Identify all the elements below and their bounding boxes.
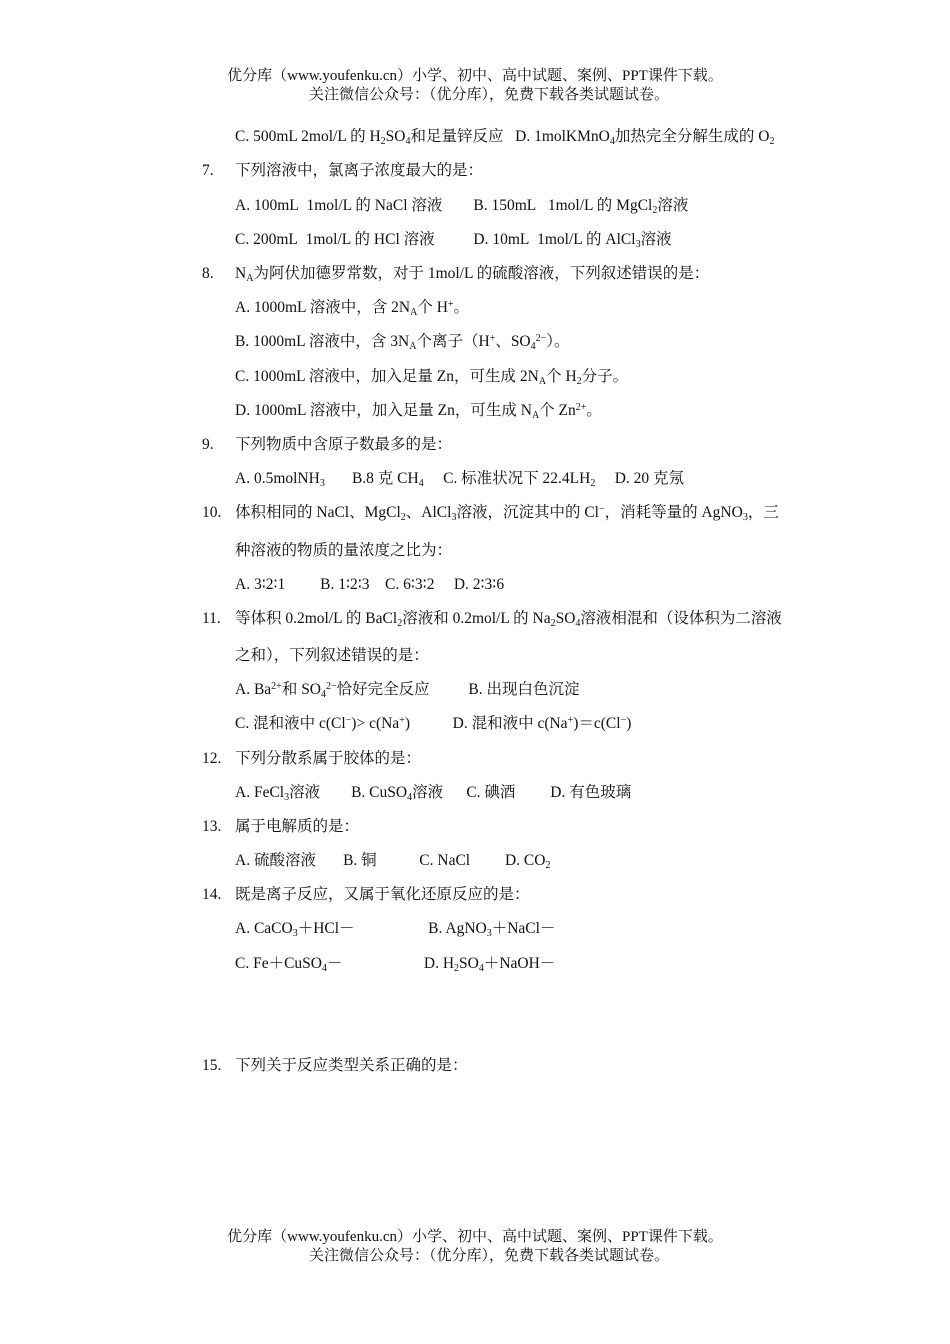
footer-line-2: 关注微信公众号：（优分库），免费下载各类试题试卷。 <box>308 1248 669 1264</box>
question-number: 15. <box>202 1057 222 1074</box>
question-number: 7. <box>202 162 214 179</box>
question-number: 12. <box>202 750 222 767</box>
answer-options-line: A. 100mL 1mol/L 的 NaCl 溶液 B. 150mL 1mol/L 的 MgCl$_2$溶液 <box>235 197 689 216</box>
question-stem: 下列分散系属于胶体的是： <box>235 750 422 767</box>
answer-options-line: 种溶液的物质的量浓度之比为： <box>235 542 453 559</box>
answer-options-line: A. 硫酸溶液 B. 铜 C. NaCl D. $CO_2$ <box>235 852 551 871</box>
question-number: 11. <box>202 610 221 627</box>
answer-options-line: A. 1000mL 溶液中，含 $2N_A$个 H+。 <box>235 299 470 318</box>
question-number: 8. <box>202 265 214 282</box>
answer-options-line: C. Fe＋CuSO$_4$－ D. $H_2SO_4+NaOH-$ <box>235 955 556 974</box>
answer-options-line: A. CaCO$_3$＋HCl－ B. AgNO$_3$＋NaCl－ <box>235 920 556 939</box>
answer-options-line: A. 3∶2∶1 B. 1∶2∶3 C. 6∶3∶2 D. 2∶3∶6 <box>235 576 505 593</box>
question-stem: 属于电解质的是： <box>235 818 360 835</box>
page-footer <box>0 1228 950 1266</box>
answer-options-line: C. 200mL 1mol/L 的 HCl 溶液 D. 10mL 1mol/L 的 AlCl$_3$溶液 <box>235 231 672 250</box>
question-stem: $N_A$为阿伏加德罗常数，对于 1mol/L 的硫酸溶液，下列叙述错误的是： <box>235 265 710 284</box>
question-number: 10. <box>202 504 222 521</box>
header-line-2: 关注微信公众号：（优分库），免费下载各类试题试卷。 <box>308 87 669 103</box>
question-number: 13. <box>202 818 222 835</box>
question-stem: 下列物质中含原子数最多的是： <box>235 436 453 453</box>
answer-options-line: A. $Ba^{2+}$和 $SO_4^{2-}$恰好完全反应 B. 出现白色沉淀 <box>235 681 580 700</box>
answer-options-line: B. 1000mL 溶液中，含 $3N_A$个离子（H+、$SO_4^{2-}$）。 <box>235 333 570 352</box>
answer-options-line: A. 0.5molNH$_3$ B.8 克 $CH_4$ C. 标准状况下 $22.4LH_2$ D. 20 克氖 <box>235 470 685 489</box>
answer-options-line: C. 1000mL 溶液中，加入足量 Zn，可生成 $2N_A$个 $H_2$分子。 <box>235 368 629 387</box>
answer-options-line: 之和），下列叙述错误的是： <box>235 647 429 664</box>
question-number: 14. <box>202 886 222 903</box>
question-stem: 等体积 0.2mol/L 的 BaCl$_2$溶液和 0.2mol/L 的 $Na_2SO_4$溶液相混和（设体积为二溶液 <box>235 610 782 629</box>
answer-options-line: D. 1000mL 溶液中，加入足量 Zn，可生成 $N_A$个 $Zn^{2+}$。 <box>235 402 602 421</box>
question-stem: 既是离子反应，又属于氧化还原反应的是： <box>235 886 530 903</box>
answer-options-line: C. 500mL 2mol/L 的 $H_2SO_4$和足量锌反应 D. 1molKMnO$_4$加热完全分解生成的 $O_2$ <box>235 128 775 147</box>
answer-options-line: A. FeCl$_3$溶液 B. CuSO$_4$溶液 C. 碘酒 D. 有色玻璃 <box>235 784 632 803</box>
question-stem: 下列溶液中，氯离子浓度最大的是： <box>235 162 484 179</box>
answer-options-line: C. 混和液中 c(Cl−)> c(Na+) D. 混和液中 c(Na+)＝c(Cl−) <box>235 715 632 732</box>
question-stem: 下列关于反应类型关系正确的是： <box>235 1057 468 1074</box>
question-stem: 体积相同的 NaCl、MgCl$_2$、AlCl$_3$溶液，沉淀其中的 Cl−，消耗等量的 AgNO$_3$，三 <box>235 504 779 523</box>
question-number: 9. <box>202 436 214 453</box>
footer-line-1: 优分库（www.youfenku.cn）小学、初中、高中试题、案例、PPT课件下载。 <box>227 1229 723 1245</box>
header-line-1: 优分库（www.youfenku.cn）小学、初中、高中试题、案例、PPT课件下载。 <box>227 68 723 84</box>
